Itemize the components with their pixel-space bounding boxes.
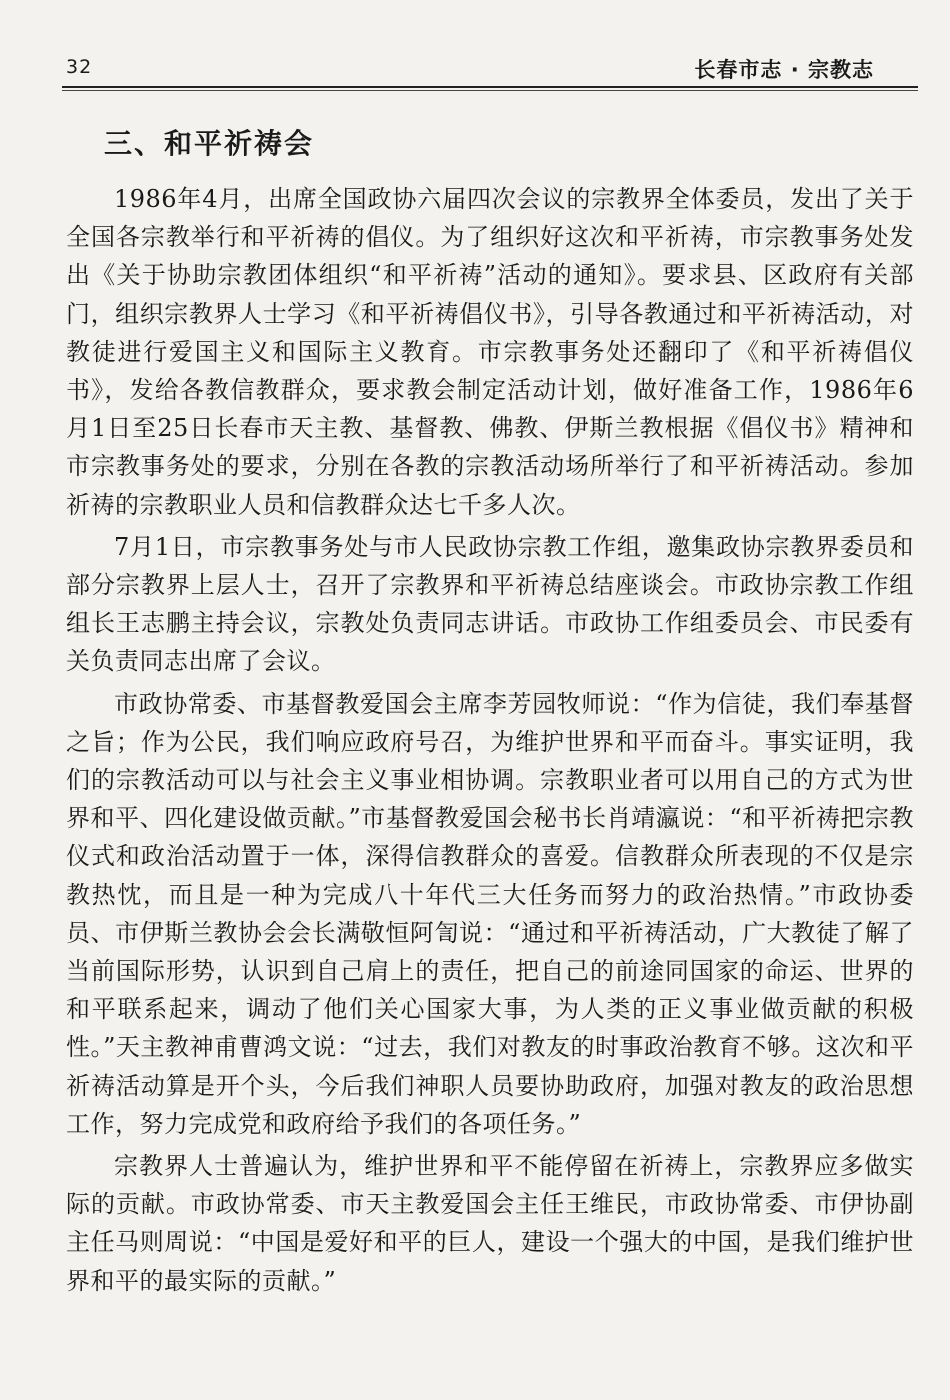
body-text xyxy=(66,180,914,1304)
paragraph: 1986年4月，出席全国政协六届四次会议的宗教界全体委员，发出了关于全国各宗教举行和平祈祷的倡仪。为了组织好这次和平祈祷，市宗教事务处发出《关于协助宗教团体组织“和平祈祷”活动的通知》。要求县、区政府有关部门，组织宗教界人士学习《和平祈祷倡仪书》，引导各教通过和平祈祷活动，对教徒进行爱国主义和国际主义教育。市宗教事务处还翻印了《和平祈祷倡仪书》，发给各教信教群众，要求教会制定活动计划，做好准备工作，1986年6月1日至25日长春市天主教、基督教、佛教、伊斯兰教根据《倡仪书》精神和市宗教事务处的要求，分别在各教的宗教活动场所举行了和平祈祷活动。参加祈祷的宗教职业人员和信教群众达七千多人次。 xyxy=(66,185,914,519)
header-rule-thin xyxy=(62,90,918,91)
paragraph: 7月1日，市宗教事务处与市人民政协宗教工作组，邀集政协宗教界委员和部分宗教界上层人士，召开了宗教界和平祈祷总结座谈会。市政协宗教工作组组长王志鹏主持会议，宗教处负责同志讲话。市政协工作组委员会、市民委有关负责同志出席了会议。 xyxy=(66,532,914,676)
header-rule xyxy=(62,86,918,88)
paragraph: 市政协常委、市基督教爱国会主席李芳园牧师说：“作为信徒，我们奉基督之旨；作为公民，我们响应政府号召，为维护世界和平而奋斗。事实证明，我们的宗教活动可以与社会主义事业相协调。宗教职业者可以用自己的方式为世界和平、四化建设做贡献。”市基督教爱国会秘书长肖靖瀛说：“和平祈祷把宗教仪式和政治活动置于一体，深得信教群众的喜爱。信教群众所表现的不仅是宗教热忱，而且是一种为完成八十年代三大任务而努力的政治热情。”市政协委员、市伊斯兰教协会会长满敬恒阿訇说：“通过和平祈祷活动，广大教徒了解了当前国际形势，认识到自己肩上的责任，把自己的前途同国家的命运、世界的和平联系起来，调动了他们关心国家大事，为人类的正义事业做贡献的积极性。”天主教神甫曹鸿文说：“过去，我们对教友的时事政治教育不够。这次和平祈祷活动算是开个头，今后我们神职人员要协助政府，加强对教友的政治思想工作，努力完成党和政府给予我们的各项任务。” xyxy=(66,689,914,1138)
section-title: 三、和平祈祷会 xyxy=(104,127,315,160)
book-title: 长春市志 · 宗教志 xyxy=(694,58,874,82)
page-number: 32 xyxy=(66,56,93,78)
paragraph: 宗教界人士普遍认为，维护世界和平不能停留在祈祷上，宗教界应多做实际的贡献。市政协常委、市天主教爱国会主任王维民，市政协常委、市伊协副主任马则周说：“中国是爱好和平的巨人，建设一个强大的中国，是我们维护世界和平的最实际的贡献。” xyxy=(66,1152,914,1295)
running-header xyxy=(62,50,918,90)
